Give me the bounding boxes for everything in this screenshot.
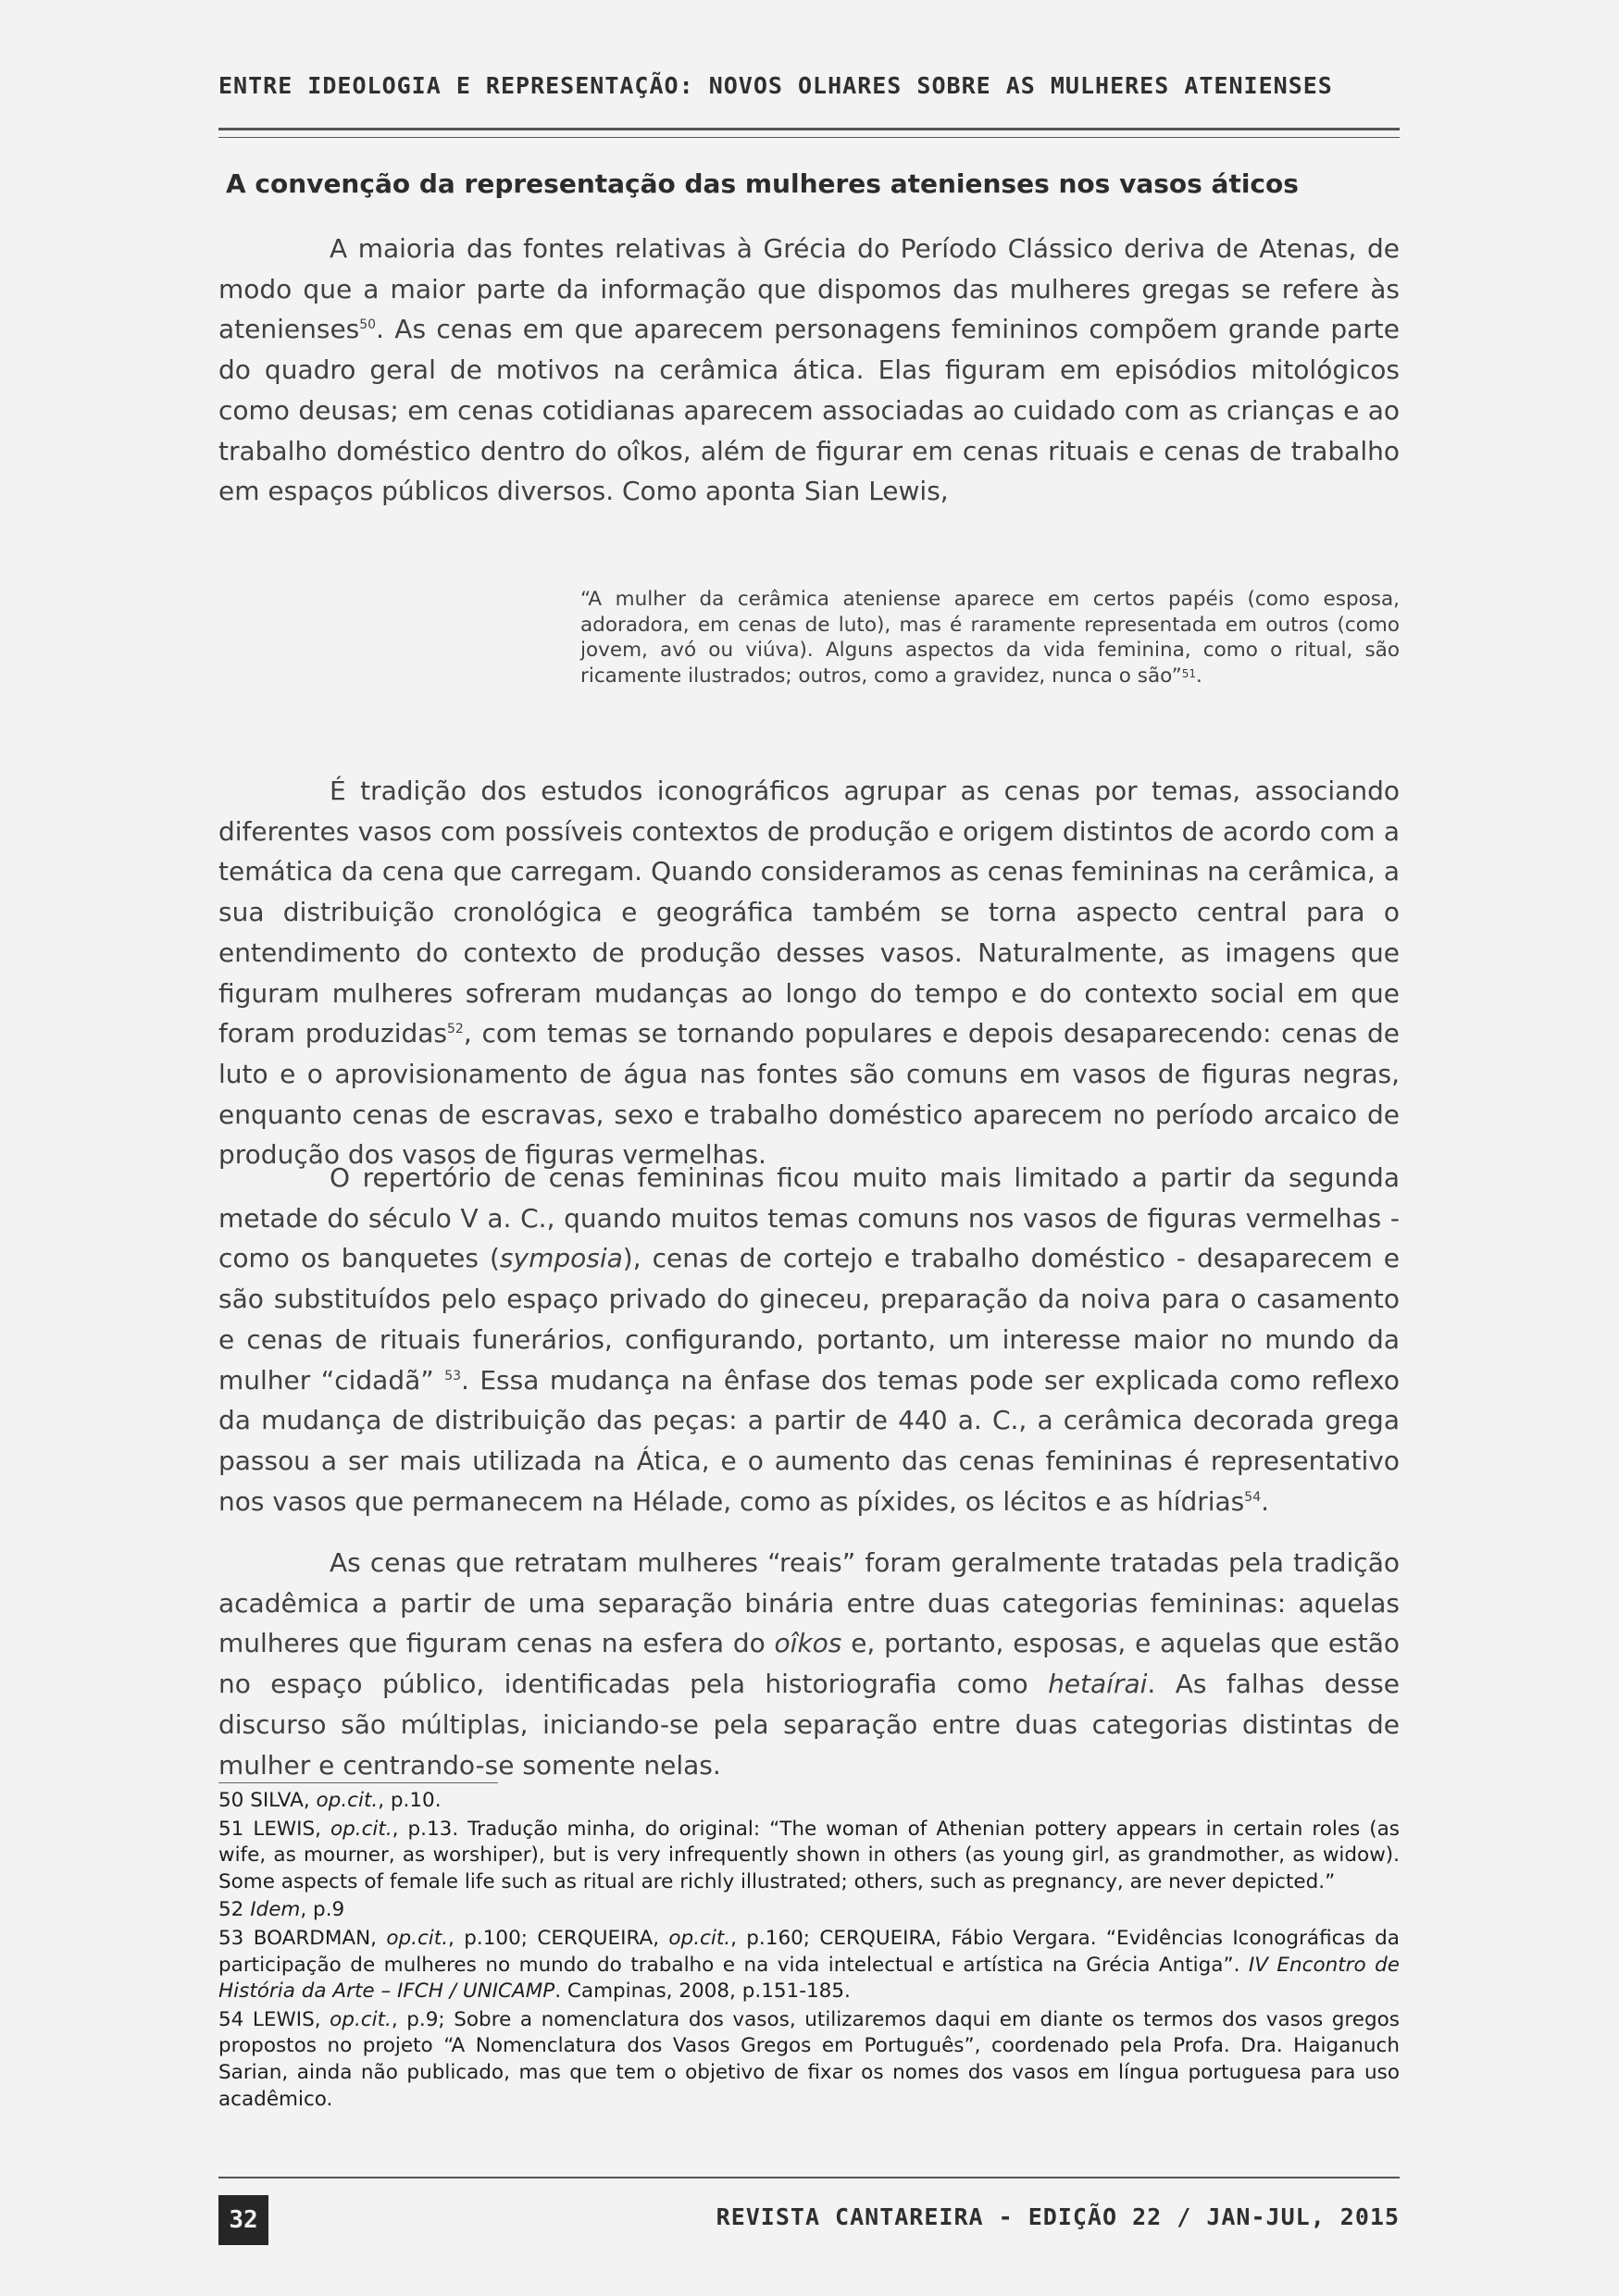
footnote-54-text-b: , p.9; Sobre a nomenclatura dos vasos, utilizaremos daqui em diante os termos dos vasos gregos propostos no projeto “A Nomenclatura dos Vasos Gregos em Português”, coordenado pela Profa. Dra. Haiganuch Sarian, ainda não publicado, mas que tem o objetivo de fixar os nomes dos vasos em língua portuguesa para uso acadêmico.	[218, 2007, 1400, 2111]
footnote-50-italic: op.cit.	[316, 1789, 379, 1812]
paragraph-1-text-b: . As cenas em que aparecem personagens femininos compõem grande parte do quadro geral de motivos na cerâmica ática. Elas figuram em episódios mitológicos como deusas; em cenas cotidianas aparecem associadas ao cuidado com as crianças e ao trabalho doméstico dentro do oîkos, além de figurar em cenas rituais e cenas de trabalho em espaços públicos diversos. Como aponta Sian Lewis,	[218, 314, 1400, 507]
footnote-50	[218, 1788, 1400, 1815]
paragraph-4-text-a: As cenas que retratam mulheres “reais” foram geralmente tratadas pela tradição acadêmica a partir de uma separação binária entre duas categorias femininas: aquelas mulheres que figuram cenas na esfera do	[218, 1547, 1400, 1659]
footnotes	[218, 1788, 1400, 2115]
paragraph-2	[218, 771, 1400, 1175]
footnote-54-italic: op.cit.	[330, 2007, 392, 2031]
paragraph-3-italic: symposia	[499, 1243, 623, 1274]
footnote-53-text-d: . Campinas, 2008, p.151-185.	[554, 1980, 851, 2004]
footnote-52	[218, 1897, 1400, 1924]
footnote-53	[218, 1926, 1400, 2005]
footnote-ref-53: 53	[444, 1368, 462, 1384]
running-header: ENTRE IDEOLOGIA E REPRESENTAÇÃO: NOVOS OLHARES SOBRE AS MULHERES ATENIENSES	[218, 72, 1333, 99]
paragraph-3-text-d: .	[1261, 1485, 1270, 1517]
header-rule-bottom	[218, 137, 1400, 138]
paragraph-3	[218, 1158, 1400, 1521]
block-quote	[580, 587, 1400, 689]
block-quote-end: .	[1195, 664, 1202, 688]
section-title: A convenção da representação das mulheres atenienses nos vasos áticos	[226, 168, 1299, 199]
footnote-ref-54: 54	[1244, 1489, 1262, 1505]
footer-rule	[218, 2177, 1400, 2178]
footnote-51	[218, 1817, 1400, 1896]
footnote-51-text-a: 51 LEWIS,	[218, 1817, 330, 1841]
footnote-separator	[218, 1782, 498, 1783]
paragraph-2-text-b: , com temas se tornando populares e depois desaparecendo: cenas de luto e o aprovisionamento de água nas fontes são comuns em vasos de figuras negras, enquanto cenas de escravas, sexo e trabalho doméstico aparecem no período arcaico de produção dos vasos de figuras vermelhas.	[218, 1018, 1400, 1171]
paragraph-4-text-b: e, portanto, esposas, e aquelas que estão no espaço público, identificadas pela historiografia como	[218, 1628, 1400, 1700]
footnote-51-italic: op.cit.	[330, 1817, 392, 1841]
footnote-53-italic-3: IV Encontro de História da Arte – IFCH / UNICAMP	[218, 1953, 1401, 2004]
footnote-53-text-c: , p.160; CERQUEIRA, Fábio Vergara. “Evidências Iconográficas da participação de mulheres no mundo do trabalho e na vida intelectual e artística na Grécia Antiga”.	[218, 1926, 1400, 1977]
journal-footer: REVISTA CANTAREIRA - EDIÇÃO 22 / JAN-JUL, 2015	[716, 2203, 1400, 2230]
footnote-53-text-a: 53 BOARDMAN,	[218, 1926, 387, 1950]
paragraph-3-text-c: . Essa mudança na ênfase dos temas pode ser explicada como reflexo da mudança de distribuição das peças: a partir de 440 a. C., a cerâmica decorada grega passou a ser mais utilizada na Ática, e o aumento das cenas femininas é representativo nos vasos que permanecem na Hélade, como as píxides, os lécitos e as hídrias	[218, 1364, 1400, 1517]
paragraph-2-text-a: É tradição dos estudos iconográficos agrupar as cenas por temas, associando diferentes vasos com possíveis contextos de produção e origem distintos de acordo com a temática da cena que carregam. Quando consideramos as cenas femininas na cerâmica, a sua distribuição cronológica e geográfica também se torna aspecto central para o entendimento do contexto de produção desses vasos. Naturalmente, as imagens que figuram mulheres sofreram mudanças ao longo do tempo e do contexto social em que foram produzidas	[218, 776, 1400, 1049]
paragraph-1-text-a: A maioria das fontes relativas à Grécia do Período Clássico deriva de Atenas, de modo que a maior parte da informação que dispomos das mulheres gregas se refere às atenienses	[218, 233, 1400, 345]
footnote-54-text-a: 54 LEWIS,	[218, 2007, 330, 2031]
footnote-ref-50: 50	[359, 317, 377, 333]
footnote-50-text-b: , p.10.	[378, 1789, 442, 1812]
paragraph-3-text-a: O repertório de cenas femininas ficou muito mais limitado a partir da segunda metade do século V a. C., quando muitos temas comuns nos vasos de figuras vermelhas - como os banquetes (	[218, 1162, 1400, 1274]
paragraph-1	[218, 229, 1400, 512]
footnote-54	[218, 2007, 1400, 2113]
paragraph-4	[218, 1543, 1400, 1785]
paragraph-3-text-b: ), cenas de cortejo e trabalho doméstico - desaparecem e são substituídos pelo espaço privado do gineceu, preparação da noiva para o casamento e cenas de rituais funerários, configurando, portanto, um interesse maior no mundo da mulher “cidadã”	[218, 1243, 1400, 1396]
footnote-52-text-b: , p.9	[300, 1898, 345, 1922]
footnote-53-text-b: , p.100; CERQUEIRA,	[448, 1926, 669, 1950]
footnote-50-text-a: 50 SILVA,	[218, 1789, 317, 1812]
paragraph-4-text-c: . As falhas desse discurso são múltiplas, iniciando-se pela separação entre duas categorias distintas de mulher e centrando-se somente nelas.	[218, 1669, 1400, 1781]
page-number: 32	[218, 2195, 268, 2245]
footnote-52-text-a: 52	[218, 1898, 251, 1922]
footnote-ref-52: 52	[447, 1022, 464, 1037]
block-quote-text: “A mulher da cerâmica ateniense aparece em certos papéis (como esposa, adoradora, em cenas de luto), mas é raramente representada em outros (como jovem, avó ou viúva). Alguns aspectos da vida feminina, como o ritual, são ricamente ilustrados; outros, como a gravidez, nunca o são”	[580, 588, 1400, 688]
footnote-53-italic-1: op.cit.	[386, 1926, 449, 1950]
paragraph-4-italic-hetairai: hetaírai	[1048, 1669, 1148, 1700]
footnote-ref-51: 51	[1181, 666, 1196, 680]
footnote-53-italic-2: op.cit.	[668, 1926, 731, 1950]
footnote-51-text-b: , p.13. Tradução minha, do original: “The woman of Athenian pottery appears in certain roles (as wife, as mourner, as worshiper), but is very infrequently shown in others (as young girl, as grandmother, as widow). Some aspects of female life such as ritual are richly illustrated; others, such as pregnancy, are never depicted.”	[218, 1817, 1400, 1893]
paragraph-4-italic-oikos: oîkos	[774, 1628, 842, 1659]
footnote-52-italic: Idem	[250, 1898, 301, 1922]
header-rule-top	[218, 128, 1400, 130]
